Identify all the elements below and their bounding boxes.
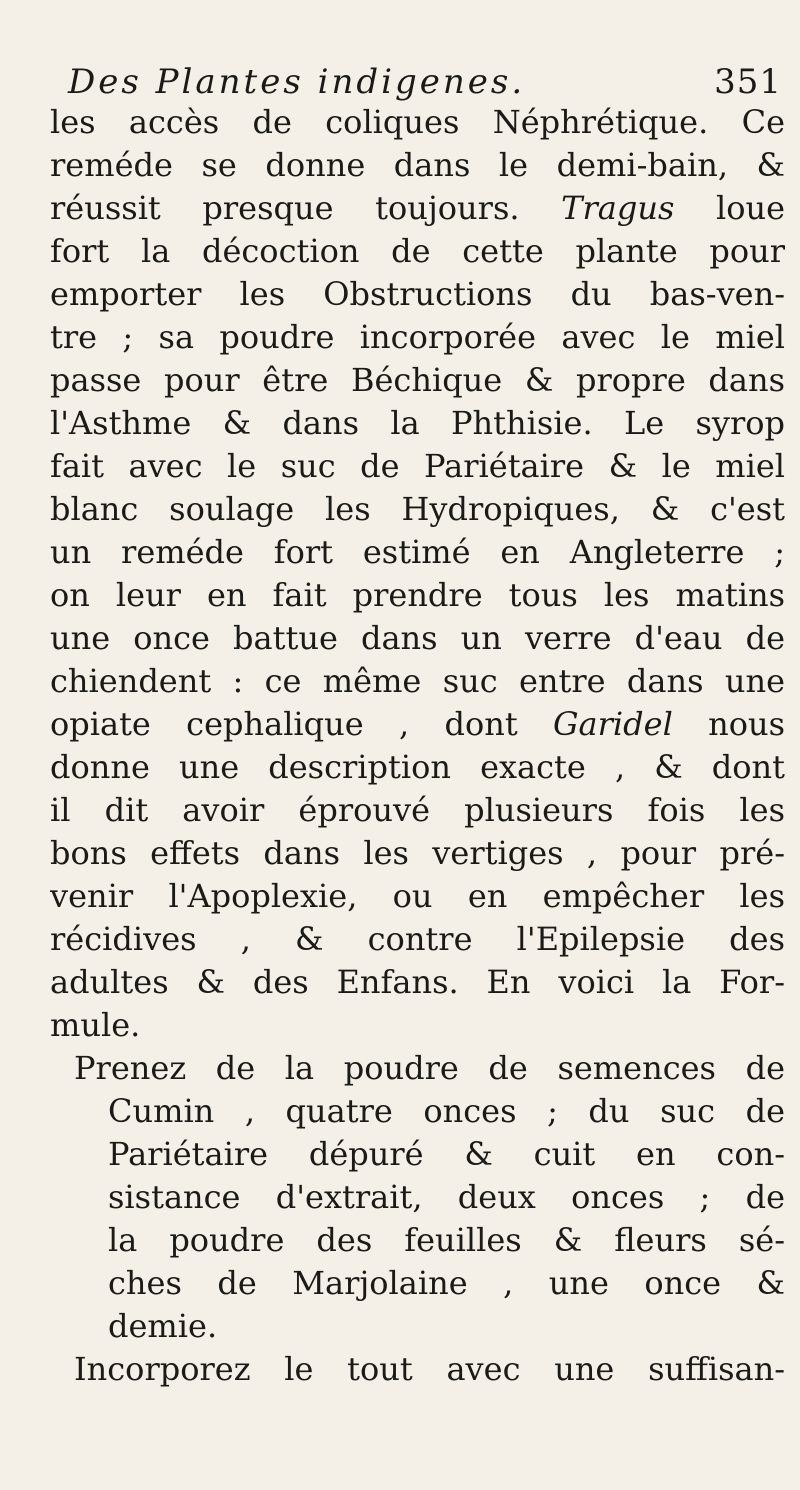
text-line: réussit presque toujours. Tragus loue xyxy=(50,189,785,227)
text-line: tre ; sa poudre incorporée avec le miel xyxy=(50,318,785,356)
text-line: fort la décoction de cette plante pour xyxy=(50,232,785,270)
recipe-line: Prenez de la poudre de semences de xyxy=(74,1049,785,1087)
page-number: 351 xyxy=(714,62,782,102)
recipe-line: Incorporez le tout avec une suffisan- xyxy=(74,1350,785,1388)
text-line: les accès de coliques Néphrétique. Ce xyxy=(50,103,785,141)
recipe-line: Pariétaire dépuré & cuit en con- xyxy=(108,1135,785,1173)
text-line: donne une description exacte , & dont xyxy=(50,748,785,786)
author-name: Garidel xyxy=(552,705,673,743)
running-header xyxy=(68,62,784,102)
text-line: emporter les Obstructions du bas-ven- xyxy=(50,275,785,313)
text-line: une once battue dans un verre d'eau de xyxy=(50,619,785,657)
text-line: l'Asthme & dans la Phthisie. Le syrop xyxy=(50,404,785,442)
recipe-line: ches de Marjolaine , une once & xyxy=(108,1264,785,1302)
text-line: venir l'Apoplexie, ou en empêcher les xyxy=(50,877,785,915)
text-line: blanc soulage les Hydropiques, & c'est xyxy=(50,490,785,528)
page-body xyxy=(50,101,785,1391)
recipe-line: sistance d'extrait, deux onces ; de xyxy=(108,1178,785,1216)
text-line: on leur en fait prendre tous les matins xyxy=(50,576,785,614)
recipe-line: Cumin , quatre onces ; du suc de xyxy=(108,1092,785,1130)
text-line: chiendent : ce même suc entre dans une xyxy=(50,662,785,700)
text-line: reméde se donne dans le demi-bain, & xyxy=(50,146,785,184)
text-line: mule. xyxy=(50,1006,141,1044)
recipe-line: demie. xyxy=(108,1307,218,1345)
text-line: un reméde fort estimé en Angleterre ; xyxy=(50,533,785,571)
text-line: opiate cephalique , dont Garidel nous xyxy=(50,705,785,743)
text-line: adultes & des Enfans. En voici la For- xyxy=(50,963,785,1001)
text-line: passe pour être Béchique & propre dans xyxy=(50,361,785,399)
text-line: bons effets dans les vertiges , pour pré- xyxy=(50,834,785,872)
running-title: Des Plantes indigenes. xyxy=(68,62,526,102)
author-name: Tragus xyxy=(561,189,675,227)
text-line: il dit avoir éprouvé plusieurs fois les xyxy=(50,791,785,829)
text-line: fait avec le suc de Pariétaire & le miel xyxy=(50,447,785,485)
text-line: récidives , & contre l'Epilepsie des xyxy=(50,920,785,958)
recipe-line: la poudre des feuilles & fleurs sé- xyxy=(108,1221,785,1259)
